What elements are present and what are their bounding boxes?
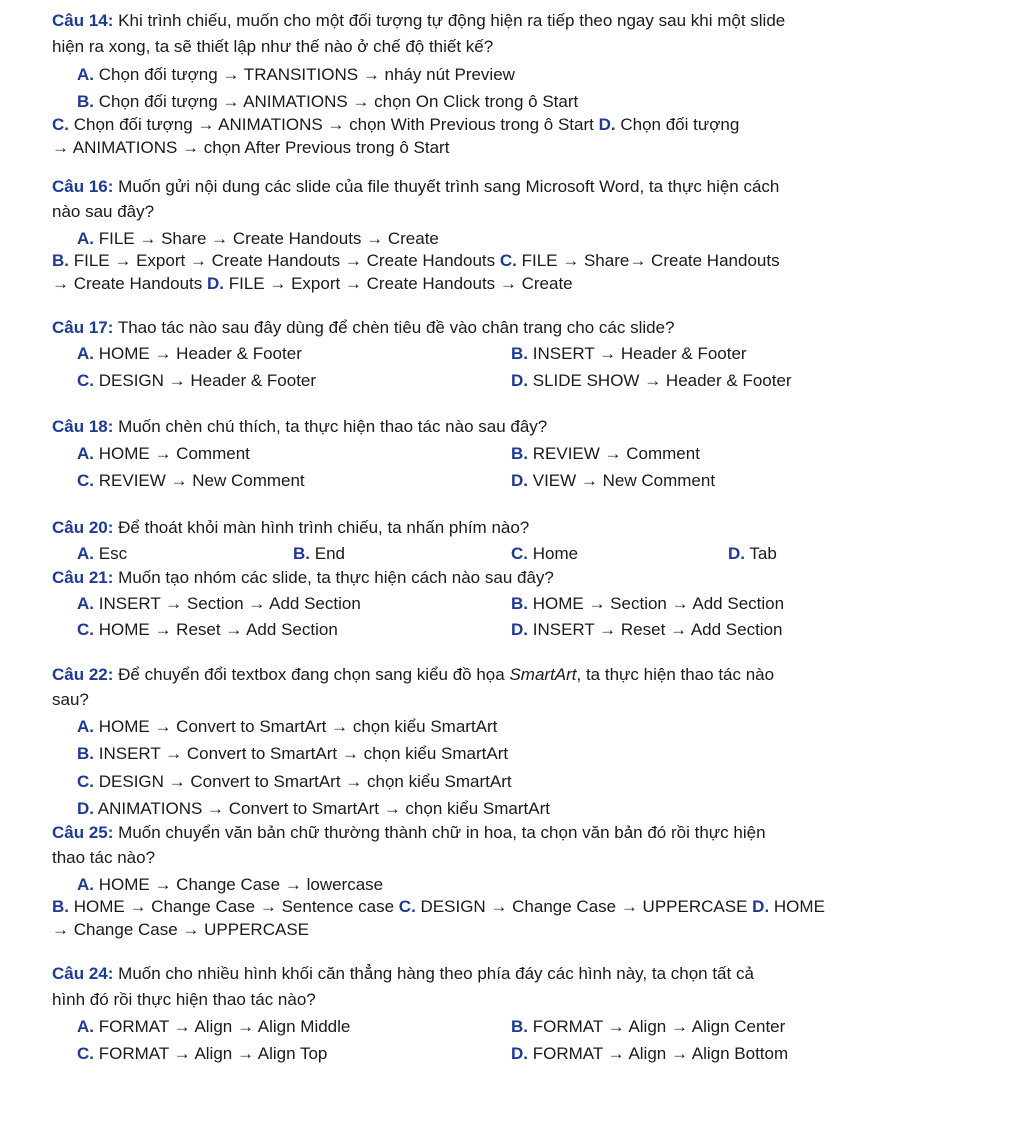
option-d <box>511 619 783 641</box>
option-text: FORMAT → Align → Align Middle <box>98 1017 351 1036</box>
option-label: B. <box>52 897 69 916</box>
option-c <box>77 619 338 641</box>
option-c <box>77 370 316 392</box>
question-text: sau? <box>52 690 89 709</box>
question-text: thao tác nào? <box>52 848 156 867</box>
option-label: D. <box>752 897 770 916</box>
option-a <box>77 716 497 738</box>
option-text: HOME → Comment <box>98 444 250 463</box>
option-label: B. <box>77 92 94 111</box>
option-text: Esc <box>98 544 128 563</box>
question-24-stem-cont <box>52 989 316 1011</box>
option-label: B. <box>511 344 528 363</box>
question-17-stem <box>52 317 675 339</box>
option-label: D. <box>728 544 745 563</box>
option-text: HOME → Change Case → lowercase <box>98 875 384 894</box>
option-label: B. <box>77 744 94 763</box>
option-a <box>77 593 361 615</box>
option-label: A. <box>77 344 94 363</box>
question-20-stem <box>52 517 529 539</box>
option-d <box>511 370 792 392</box>
option-text: → Create Handouts <box>52 274 203 293</box>
option-text: INSERT → Convert to SmartArt → chọn kiểu SmartArt <box>98 744 509 763</box>
option-label: B. <box>511 594 528 613</box>
question-number: Câu 17: <box>52 318 114 337</box>
option-a <box>77 874 383 896</box>
option-text: HOME → Reset → Add Section <box>98 620 338 639</box>
question-text: Khi trình chiếu, muốn cho một đối tượng tự động hiện ra tiếp theo ngay sau khi một slide <box>118 11 786 30</box>
question-number: Câu 24: <box>52 964 114 983</box>
option-label: A. <box>77 229 94 248</box>
option-text: REVIEW → Comment <box>532 444 700 463</box>
option-label: A. <box>77 1017 94 1036</box>
option-label: D. <box>511 1044 528 1063</box>
question-22-stem-cont <box>52 689 89 711</box>
question-25-stem <box>52 822 766 844</box>
option-a <box>77 228 439 250</box>
option-text: Chọn đối tượng → ANIMATIONS → chọn With Previous trong ô Start <box>73 115 594 134</box>
option-b <box>511 1016 785 1038</box>
question-14-stem <box>52 10 785 32</box>
question-text: nào sau đây? <box>52 202 155 221</box>
question-16-stem-cont <box>52 201 154 223</box>
option-text: FILE → Export → Create Handouts → Create Handouts <box>73 251 496 270</box>
option-label: A. <box>77 444 94 463</box>
option-label: C. <box>77 620 94 639</box>
option-text: FILE → Share → Create Handouts → Create <box>98 229 439 248</box>
option-label: A. <box>77 65 94 84</box>
question-text: Muốn gửi nội dung các slide của file thuyết trình sang Microsoft Word, ta thực hiện cách <box>118 177 780 196</box>
question-16-stem <box>52 176 779 198</box>
option-a <box>77 1016 350 1038</box>
option-text: Chọn đối tượng <box>620 115 740 134</box>
question-number: Câu 18: <box>52 417 114 436</box>
option-label: B. <box>293 544 310 563</box>
question-number: Câu 14: <box>52 11 114 30</box>
question-number: Câu 25: <box>52 823 114 842</box>
option-b-c-d <box>52 896 825 918</box>
option-text: VIEW → New Comment <box>532 471 716 490</box>
option-text: HOME → Convert to SmartArt → chọn kiểu SmartArt <box>98 717 498 736</box>
option-d <box>77 798 550 820</box>
option-c <box>511 543 578 565</box>
question-text: hiện ra xong, ta sẽ thiết lập như thế nào ở chế độ thiết kế? <box>52 37 494 56</box>
option-d-cont <box>52 919 309 941</box>
option-text: → ANIMATIONS → chọn After Previous trong ô Start <box>52 138 450 157</box>
option-text: FORMAT → Align → Align Top <box>98 1044 328 1063</box>
question-text: Muốn tạo nhóm các slide, ta thực hiện cách nào sau đây? <box>118 568 554 587</box>
option-text: ANIMATIONS → Convert to SmartArt → chọn kiểu SmartArt <box>97 799 550 818</box>
option-label: D. <box>598 115 616 134</box>
option-label: A. <box>77 544 94 563</box>
option-a <box>77 443 250 465</box>
question-text: Muốn chuyển văn bản chữ thường thành chữ in hoa, ta chọn văn bản đó rồi thực hiện <box>118 823 766 842</box>
question-25-stem-cont <box>52 847 155 869</box>
question-22-stem <box>52 664 774 686</box>
option-label: C. <box>398 897 416 916</box>
option-text: INSERT → Header & Footer <box>532 344 747 363</box>
option-label: C. <box>511 544 528 563</box>
option-c <box>77 771 512 793</box>
option-d <box>728 543 777 565</box>
option-b <box>293 543 345 565</box>
question-18-stem <box>52 416 547 438</box>
option-label: B. <box>52 251 69 270</box>
option-text: Chọn đối tượng → TRANSITIONS → nháy nút Preview <box>98 65 515 84</box>
question-14-stem-cont <box>52 36 493 58</box>
option-c-d <box>52 114 739 136</box>
option-text: FILE → Export → Create Handouts → Create <box>228 274 573 293</box>
option-b-c <box>52 250 780 272</box>
option-text: FILE → Share→ Create Handouts <box>521 251 780 270</box>
option-text: Home <box>532 544 579 563</box>
option-c <box>77 1043 327 1065</box>
question-text: , ta thực hiện thao tác nào <box>576 665 775 684</box>
option-text: DESIGN → Convert to SmartArt → chọn kiểu SmartArt <box>98 772 512 791</box>
option-text: HOME → Change Case → Sentence case <box>73 897 395 916</box>
question-text-italic: SmartArt <box>509 665 577 684</box>
option-text: INSERT → Reset → Add Section <box>532 620 783 639</box>
option-b <box>511 443 700 465</box>
option-label: C. <box>77 471 94 490</box>
option-label: C. <box>499 251 517 270</box>
option-text: HOME → Section → Add Section <box>532 594 785 613</box>
option-text: Chọn đối tượng → ANIMATIONS → chọn On Click trong ô Start <box>98 92 579 111</box>
question-text: Muốn chèn chú thích, ta thực hiện thao tác nào sau đây? <box>118 417 548 436</box>
question-text: Muốn cho nhiều hình khối căn thẳng hàng theo phía đáy các hình này, ta chọn tất cả <box>118 964 754 983</box>
option-label: B. <box>511 444 528 463</box>
option-text: SLIDE SHOW → Header & Footer <box>532 371 792 390</box>
question-number: Câu 16: <box>52 177 114 196</box>
option-b <box>511 593 784 615</box>
question-number: Câu 20: <box>52 518 114 537</box>
question-number: Câu 22: <box>52 665 114 684</box>
option-label: C. <box>77 1044 94 1063</box>
option-text: → Change Case → UPPERCASE <box>52 920 309 939</box>
option-a <box>77 64 515 86</box>
option-text: FORMAT → Align → Align Bottom <box>532 1044 789 1063</box>
option-label: D. <box>511 620 528 639</box>
option-a <box>77 543 127 565</box>
question-text: hình đó rồi thực hiện thao tác nào? <box>52 990 316 1009</box>
option-label: D. <box>511 471 528 490</box>
option-label: C. <box>52 115 69 134</box>
option-label: D. <box>206 274 224 293</box>
option-text: REVIEW → New Comment <box>98 471 305 490</box>
option-label: A. <box>77 717 94 736</box>
question-24-stem <box>52 963 754 985</box>
option-text: HOME <box>773 897 825 916</box>
option-label: D. <box>77 799 94 818</box>
option-c-cont-d <box>52 273 573 295</box>
option-b <box>77 91 578 113</box>
option-label: A. <box>77 875 94 894</box>
option-label: D. <box>511 371 528 390</box>
option-text: HOME → Header & Footer <box>98 344 302 363</box>
option-text: End <box>314 544 345 563</box>
option-d <box>511 470 715 492</box>
question-text: Để chuyển đổi textbox đang chọn sang kiểu đồ họa <box>118 665 510 684</box>
option-label: C. <box>77 772 94 791</box>
question-text: Để thoát khỏi màn hình trình chiếu, ta nhấn phím nào? <box>118 518 530 537</box>
option-d <box>511 1043 788 1065</box>
option-text: INSERT → Section → Add Section <box>98 594 361 613</box>
option-d-cont <box>52 137 449 159</box>
option-a <box>77 343 302 365</box>
option-label: C. <box>77 371 94 390</box>
option-text: FORMAT → Align → Align Center <box>532 1017 786 1036</box>
option-text: Tab <box>749 544 777 563</box>
option-label: B. <box>511 1017 528 1036</box>
option-b <box>77 743 508 765</box>
option-b <box>511 343 747 365</box>
option-text: DESIGN → Header & Footer <box>98 371 317 390</box>
question-number: Câu 21: <box>52 568 114 587</box>
option-text: DESIGN → Change Case → UPPERCASE <box>420 897 748 916</box>
option-label: A. <box>77 594 94 613</box>
option-c <box>77 470 305 492</box>
question-text: Thao tác nào sau đây dùng để chèn tiêu đề vào chân trang cho các slide? <box>117 318 675 337</box>
question-21-stem <box>52 567 554 589</box>
